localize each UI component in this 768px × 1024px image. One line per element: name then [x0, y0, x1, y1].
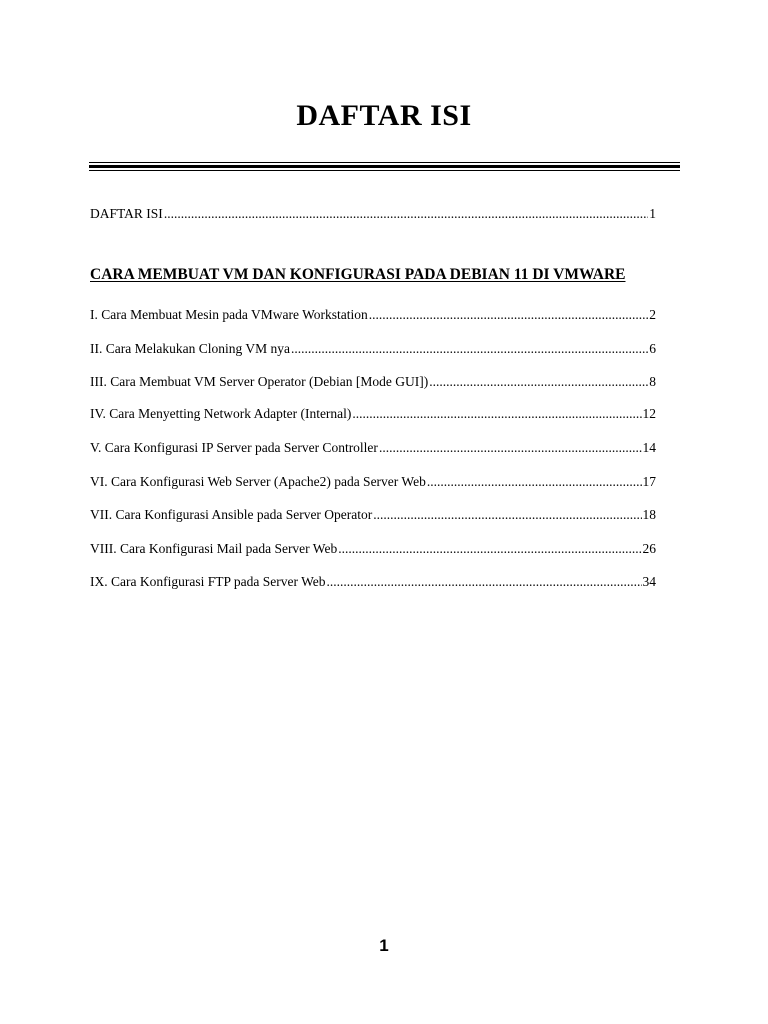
toc-entry-daftar-isi[interactable] — [90, 204, 656, 224]
toc-dot-leader — [291, 339, 648, 359]
toc-dot-leader — [379, 438, 642, 458]
toc-entry-label: VII. Cara Konfigurasi Ansible pada Server Operator — [90, 507, 373, 522]
section-heading: CARA MEMBUAT VM DAN KONFIGURASI PADA DEBIAN 11 DI VMWARE — [90, 266, 626, 283]
toc-entry[interactable] — [90, 305, 656, 325]
toc-entry-page: 1 — [649, 206, 656, 221]
toc-entry[interactable] — [90, 438, 656, 458]
toc-entry[interactable] — [90, 472, 656, 492]
page-title: DAFTAR ISI — [296, 99, 472, 132]
title-rule-bottom — [89, 170, 680, 171]
toc-entry-page: 2 — [649, 307, 656, 322]
toc-dot-leader — [164, 204, 648, 224]
toc-entry-page: 6 — [649, 341, 656, 356]
toc-entry-label: V. Cara Konfigurasi IP Server pada Server Controller — [90, 440, 378, 455]
toc-entry-label: I. Cara Membuat Mesin pada VMware Workstation — [90, 307, 368, 322]
toc-dot-leader — [429, 372, 648, 392]
toc-entry[interactable] — [90, 505, 656, 525]
toc-entry-page: 14 — [642, 440, 656, 455]
toc-dot-leader — [427, 472, 642, 492]
toc-entry-page: 18 — [642, 507, 656, 522]
title-rule-top — [89, 162, 680, 163]
toc-entry-label: II. Cara Melakukan Cloning VM nya — [90, 341, 290, 356]
toc-entry[interactable] — [90, 572, 656, 592]
toc-dot-leader — [338, 539, 641, 559]
toc-entry-page: 34 — [642, 574, 656, 589]
toc-entry-label: DAFTAR ISI — [90, 206, 163, 221]
toc-entry-label: VI. Cara Konfigurasi Web Server (Apache2) pada Server Web — [90, 474, 426, 489]
title-rule-thick — [89, 165, 680, 168]
toc-dot-leader — [369, 305, 649, 325]
toc-entry-label: IV. Cara Menyetting Network Adapter (Internal) — [90, 406, 352, 421]
toc-entry-label: VIII. Cara Konfigurasi Mail pada Server Web — [90, 541, 338, 556]
toc-entry[interactable] — [90, 372, 656, 392]
toc-dot-leader — [373, 505, 641, 525]
toc-entry-page: 8 — [649, 374, 656, 389]
toc-dot-leader — [352, 404, 641, 424]
toc-entry-page: 17 — [642, 474, 656, 489]
toc-entry[interactable] — [90, 339, 656, 359]
toc-entry-label: IX. Cara Konfigurasi FTP pada Server Web — [90, 574, 326, 589]
toc-entry-label: III. Cara Membuat VM Server Operator (Debian [Mode GUI]) — [90, 374, 429, 389]
toc-dot-leader — [326, 572, 641, 592]
toc-entry[interactable] — [90, 404, 656, 424]
page-number: 1 — [379, 936, 389, 955]
toc-entry[interactable] — [90, 539, 656, 559]
toc-entry-page: 12 — [642, 406, 656, 421]
toc-entry-page: 26 — [642, 541, 656, 556]
